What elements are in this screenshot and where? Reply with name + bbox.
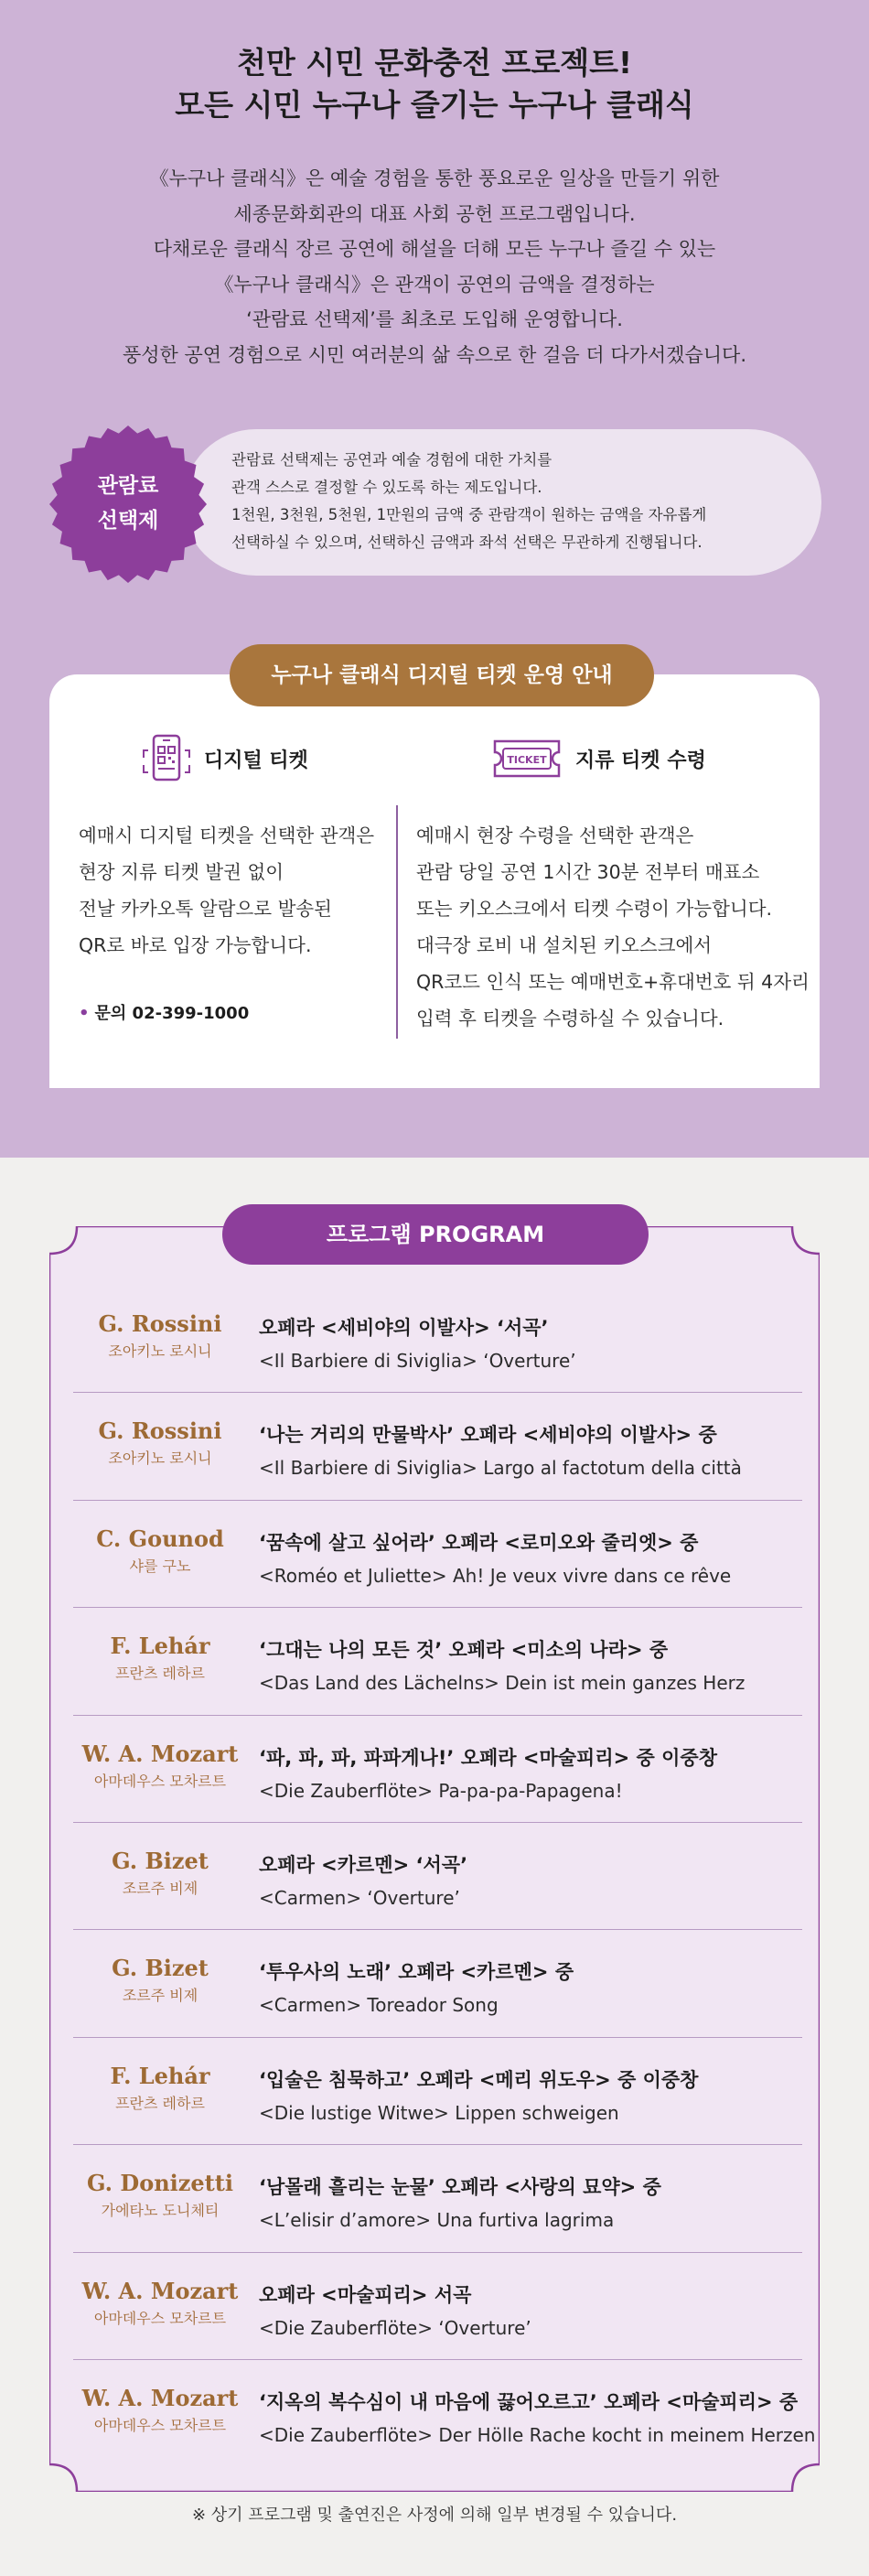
work: [259, 1311, 808, 1377]
composer-name-ko: 가에타노 도니체티: [101, 2202, 220, 2220]
composer-name-en: F. Lehár: [110, 2062, 210, 2089]
work: [259, 1418, 808, 1484]
composer-name-ko: 프란츠 레하르: [115, 2094, 205, 2112]
program-item: [73, 1501, 802, 1608]
fee-line: 관객 스스로 결정할 수 있도록 하는 제도입니다.: [231, 479, 542, 496]
program-item: [73, 2038, 802, 2145]
work-title-original: <Die Zauberflöte> Der Hölle Rache kocht in meinem Herzen: [259, 2423, 816, 2446]
program-item: [73, 1823, 802, 1930]
composer-name-en: F. Lehár: [110, 1633, 210, 1660]
composer-name-ko: 조아키노 로시니: [108, 1450, 212, 1468]
work-title-ko: ‘지옥의 복수심이 내 마음에 끓어오르고’ 오페라 <마술피리> 중: [259, 2390, 799, 2413]
headline-line-1: 천만 시민 문화충전 프로젝트!: [236, 45, 633, 81]
composer-name-ko: 프란츠 레하르: [115, 1665, 205, 1683]
intro-line: 《누구나 클래식》은 예술 경험을 통한 풍요로운 일상을 만들기 위한: [149, 167, 720, 189]
work-title-original: <Die lustige Witwe> Lippen schweigen: [259, 2101, 619, 2124]
work-title-ko: ‘입술은 침묵하고’ 오페라 <메리 위도우> 중 이중창: [259, 2068, 699, 2091]
intro-line: 풍성한 공연 경험으로 시민 여러분의 삶 속으로 한 걸음 더 다가서겠습니다.: [122, 343, 746, 366]
intro-line: 세종문화회관의 대표 사회 공헌 프로그램입니다.: [233, 202, 636, 225]
work-title-original: <Die Zauberflöte> ‘Overture’: [259, 2316, 531, 2339]
composer: [73, 1310, 247, 1364]
work-title-ko: 오페라 <세비야의 이발사> ‘서곡’: [259, 1317, 549, 1339]
composer-name-ko: 아마데우스 모차르트: [93, 2416, 227, 2434]
ticket-icon: [489, 732, 564, 785]
paper-ticket-title: 지류 티켓 수령: [575, 749, 706, 772]
work-title-ko: ‘남몰래 흘리는 눈물’ 오페라 <사랑의 묘약> 중: [259, 2176, 661, 2199]
composer-name-en: G. Rossini: [98, 1417, 222, 1445]
composer: [73, 1525, 247, 1579]
digital-line: 예매시 디지털 티켓을 선택한 관객은: [79, 825, 375, 846]
ticket-icon-label: TICKET: [507, 754, 547, 766]
work-title-ko: 오페라 <카르멘> ‘서곡’: [259, 1853, 468, 1876]
contact-phone: 문의 02-399-1000: [94, 1004, 250, 1023]
program-item: [73, 1393, 802, 1500]
paper-line: 또는 키오스크에서 티켓 수령이 가능합니다.: [416, 898, 773, 920]
ticket-guide-title: 누구나 클래식 디지털 티켓 운영 안내: [230, 644, 654, 706]
composer-name-ko: 샤를 구노: [129, 1557, 191, 1575]
digital-ticket-description: [79, 817, 374, 964]
seal-label: [48, 469, 209, 538]
paper-ticket-heading: [489, 732, 706, 785]
digital-line: 전날 카카오톡 알람으로 발송된: [79, 898, 332, 920]
paper-line: 입력 후 티켓을 수령하실 수 있습니다.: [416, 1008, 724, 1029]
program-item: [73, 2253, 802, 2360]
seal-line-2: 선택제: [97, 509, 159, 533]
work: [259, 1848, 808, 1914]
program-item: [73, 1716, 802, 1823]
composer-name-en: G. Bizet: [112, 1955, 209, 1982]
work-title-original: <Il Barbiere di Siviglia> ‘Overture’: [259, 1350, 576, 1372]
paper-line: 대극장 로비 내 설치된 키오스크에서: [416, 934, 713, 956]
fee-system-description: [231, 447, 706, 556]
fee-line: 관람료 선택제는 공연과 예술 경험에 대한 가치를: [231, 451, 553, 469]
paper-line: 예매시 현장 수령을 선택한 관객은: [416, 825, 694, 846]
composer-name-ko: 조르주 비제: [122, 1879, 198, 1897]
contact-info: [79, 1000, 249, 1024]
composer-name-en: G. Donizetti: [87, 2170, 233, 2197]
composer: [73, 2169, 247, 2224]
program-item: [73, 1930, 802, 2037]
work: [259, 1526, 808, 1592]
intro-line: 다채로운 클래식 장르 공연에 해설을 더해 모든 누구나 즐길 수 있는: [153, 238, 716, 260]
composer: [73, 1740, 247, 1795]
composer-name-ko: 조아키노 로시니: [108, 1342, 212, 1360]
composer: [73, 2384, 247, 2439]
qr-phone-icon: [140, 732, 193, 785]
work-title-original: <Das Land des Lächelns> Dein ist mein ganzes Herz: [259, 1672, 746, 1695]
composer: [73, 1632, 247, 1687]
digital-ticket-title: 디지털 티켓: [204, 749, 308, 772]
program-item: [73, 2360, 816, 2467]
composer-name-en: C. Gounod: [96, 1525, 224, 1552]
program-list: [73, 1286, 816, 2467]
work-title-original: <Il Barbiere di Siviglia> Largo al factotum della città: [259, 1457, 742, 1480]
composer-name-ko: 조르주 비제: [122, 1987, 198, 2005]
fee-system-seal: [48, 424, 209, 585]
composer: [73, 1417, 247, 1471]
fee-line: 선택하실 수 있으며, 선택하신 금액과 좌석 선택은 무관하게 진행됩니다.: [231, 534, 703, 551]
intro-paragraph: [0, 161, 869, 372]
page-title: [0, 42, 869, 126]
work-title-original: <Die Zauberflöte> Pa-pa-pa-Papagena!: [259, 1779, 623, 1802]
work-title-ko: ‘나는 거리의 만물박사’ 오페라 <세비야의 이발사> 중: [259, 1424, 717, 1447]
work: [259, 1633, 808, 1699]
composer-name-ko: 아마데우스 모차르트: [93, 1772, 227, 1790]
paper-line: QR코드 인식 또는 예매번호+휴대번호 뒤 4자리: [416, 971, 810, 993]
work: [259, 2279, 808, 2344]
work: [259, 2064, 808, 2129]
fee-system-box: [183, 429, 821, 576]
composer-name-en: W. A. Mozart: [81, 1740, 239, 1767]
work-title-ko: ‘투우사의 노래’ 오페라 <카르멘> 중: [259, 1961, 574, 1984]
digital-ticket-heading: [140, 732, 308, 785]
bullet-icon: •: [79, 1004, 90, 1023]
program-item: [73, 1286, 802, 1393]
composer: [73, 1954, 247, 2009]
digital-line: 현장 지류 티켓 발권 없이: [79, 861, 284, 883]
work: [259, 1741, 808, 1807]
paper-line: 관람 당일 공연 1시간 30분 전부터 매표소: [416, 861, 760, 883]
work: [259, 2386, 816, 2452]
work-title-ko: ‘꿈속에 살고 싶어라’ 오페라 <로미오와 줄리엣> 중: [259, 1531, 699, 1554]
headline-line-2: 모든 시민 누구나 즐기는 누구나 클래식: [175, 87, 694, 123]
intro-line: ‘관람료 선택제’를 최초로 도입해 운영합니다.: [246, 308, 623, 330]
composer-name-en: G. Bizet: [112, 1847, 209, 1874]
composer: [73, 2277, 247, 2332]
intro-line: 《누구나 클래식》은 관객이 공연의 금액을 결정하는: [214, 273, 655, 296]
fee-line: 1천원, 3천원, 5천원, 1만원의 금액 중 관람객이 원하는 금액을 자유롭게: [231, 506, 707, 523]
program-footnote: ※ 상기 프로그램 및 출연진은 사정에 의해 일부 변경될 수 있습니다.: [191, 2506, 678, 2525]
work: [259, 1956, 808, 2021]
work-title-ko: 오페라 <마술피리> 서곡: [259, 2283, 472, 2306]
work: [259, 2171, 808, 2236]
work-title-original: <Carmen> Toreador Song: [259, 1994, 499, 2017]
work-title-ko: ‘파, 파, 파, 파파게나!’ 오페라 <마술피리> 중 이중창: [259, 1746, 717, 1769]
program-title: 프로그램 PROGRAM: [222, 1204, 649, 1265]
composer-name-en: W. A. Mozart: [81, 2384, 239, 2411]
digital-line: QR로 바로 입장 가능합니다.: [79, 934, 312, 956]
seal-line-1: 관람료: [97, 474, 159, 498]
program-item: [73, 2145, 802, 2252]
composer-name-en: W. A. Mozart: [81, 2277, 239, 2304]
paper-ticket-description: [416, 817, 810, 1037]
work-title-original: <Carmen> ‘Overture’: [259, 1886, 460, 1909]
column-divider: [396, 805, 398, 1039]
composer-name-en: G. Rossini: [98, 1310, 222, 1337]
work-title-ko: ‘그대는 나의 모든 것’ 오페라 <미소의 나라> 중: [259, 1639, 669, 1662]
work-title-original: <Roméo et Juliette> Ah! Je veux vivre dans ce rêve: [259, 1564, 732, 1587]
composer: [73, 2062, 247, 2117]
work-title-original: <L’elisir d’amore> Una furtiva lagrima: [259, 2209, 615, 2232]
composer: [73, 1847, 247, 1902]
program-item: [73, 1608, 802, 1715]
composer-name-ko: 아마데우스 모차르트: [93, 2309, 227, 2327]
